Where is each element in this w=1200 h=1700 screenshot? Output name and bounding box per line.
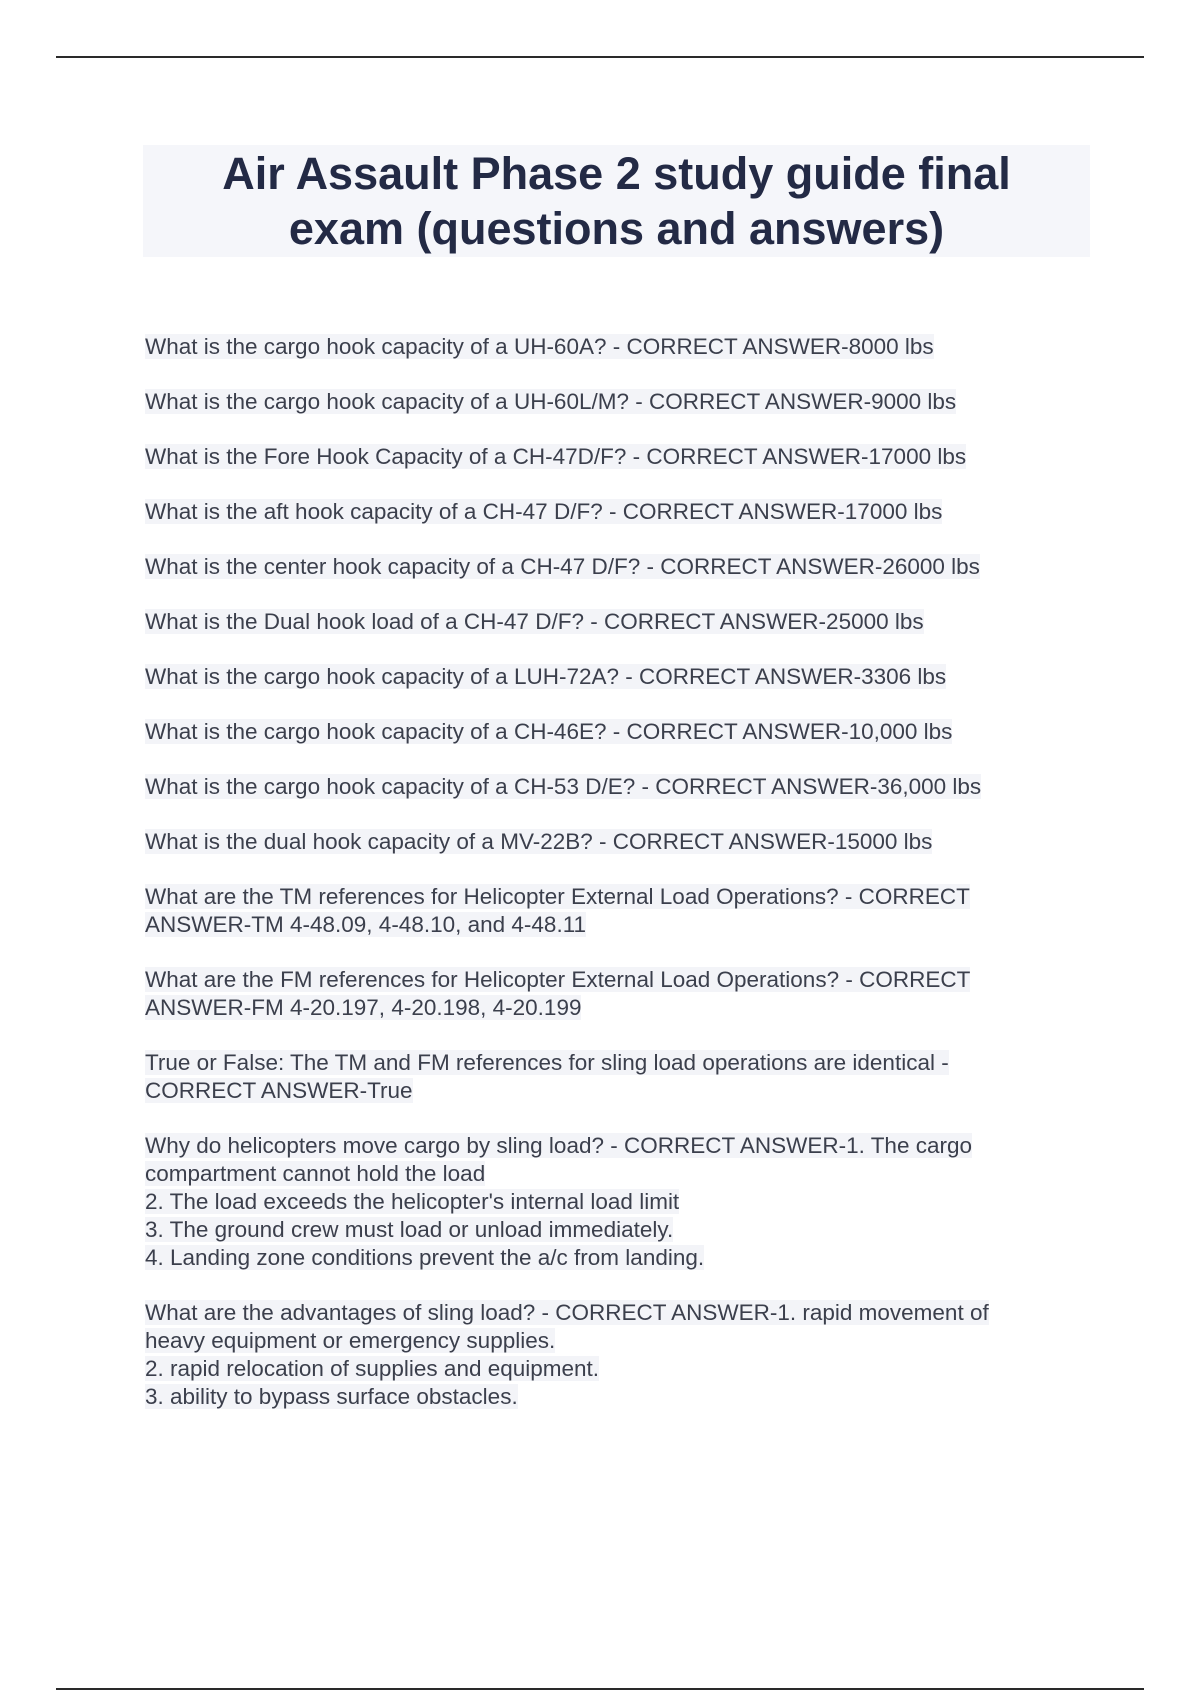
qa-item <box>145 1049 1090 1105</box>
qa-item <box>145 388 1090 416</box>
qa-text: What is the cargo hook capacity of a CH-46E? - CORRECT ANSWER-10,000 lbs <box>145 719 953 744</box>
qa-text: What is the cargo hook capacity of a CH-53 D/E? - CORRECT ANSWER-36,000 lbs <box>145 774 982 799</box>
qa-list <box>145 333 1090 1438</box>
title-line-2: exam (questions and answers) <box>288 203 945 254</box>
qa-item <box>145 828 1090 856</box>
qa-text: What is the dual hook capacity of a MV-22B? - CORRECT ANSWER-15000 lbs <box>145 829 933 854</box>
qa-text: What are the advantages of sling load? - CORRECT ANSWER-1. rapid movement of heavy equipment or emergency supplies. 2. rapid relocation of supplies and equipment. 3. ability to bypass surface obstacles. <box>145 1300 989 1409</box>
qa-text: What is the cargo hook capacity of a UH-60L/M? - CORRECT ANSWER-9000 lbs <box>145 389 957 414</box>
document-title <box>222 146 1011 256</box>
qa-text: What are the FM references for Helicopter External Load Operations? - CORRECT ANSWER-FM 4-20.197, 4-20.198, 4-20.199 <box>145 967 971 1020</box>
qa-text: What is the cargo hook capacity of a UH-60A? - CORRECT ANSWER-8000 lbs <box>145 334 934 359</box>
qa-item <box>145 663 1090 691</box>
qa-text: True or False: The TM and FM references for sling load operations are identical - CORRECT ANSWER-True <box>145 1050 949 1103</box>
qa-text: What is the Fore Hook Capacity of a CH-47D/F? - CORRECT ANSWER-17000 lbs <box>145 444 967 469</box>
title-block <box>143 145 1090 257</box>
qa-item <box>145 883 1090 939</box>
qa-text: Why do helicopters move cargo by sling load? - CORRECT ANSWER-1. The cargo compartment cannot hold the load 2. The load exceeds the helicopter's internal load limit 3. The ground crew must load or unload immediately. 4. Landing zone conditions prevent the a/c from landing. <box>145 1133 972 1270</box>
title-line-1: Air Assault Phase 2 study guide final <box>222 148 1011 199</box>
top-divider <box>56 56 1144 58</box>
qa-text: What is the aft hook capacity of a CH-47 D/F? - CORRECT ANSWER-17000 lbs <box>145 499 943 524</box>
qa-text: What is the cargo hook capacity of a LUH-72A? - CORRECT ANSWER-3306 lbs <box>145 664 947 689</box>
qa-item <box>145 608 1090 636</box>
qa-item <box>145 1299 1090 1411</box>
qa-item <box>145 966 1090 1022</box>
qa-item <box>145 333 1090 361</box>
qa-text: What is the center hook capacity of a CH-47 D/F? - CORRECT ANSWER-26000 lbs <box>145 554 980 579</box>
qa-item <box>145 773 1090 801</box>
qa-item <box>145 718 1090 746</box>
bottom-divider <box>56 1688 1144 1690</box>
qa-text: What are the TM references for Helicopter External Load Operations? - CORRECT ANSWER-TM 4-48.09, 4-48.10, and 4-48.11 <box>145 884 970 937</box>
qa-item <box>145 553 1090 581</box>
qa-item <box>145 443 1090 471</box>
qa-item <box>145 498 1090 526</box>
qa-item <box>145 1132 1090 1272</box>
qa-text: What is the Dual hook load of a CH-47 D/F? - CORRECT ANSWER-25000 lbs <box>145 609 924 634</box>
